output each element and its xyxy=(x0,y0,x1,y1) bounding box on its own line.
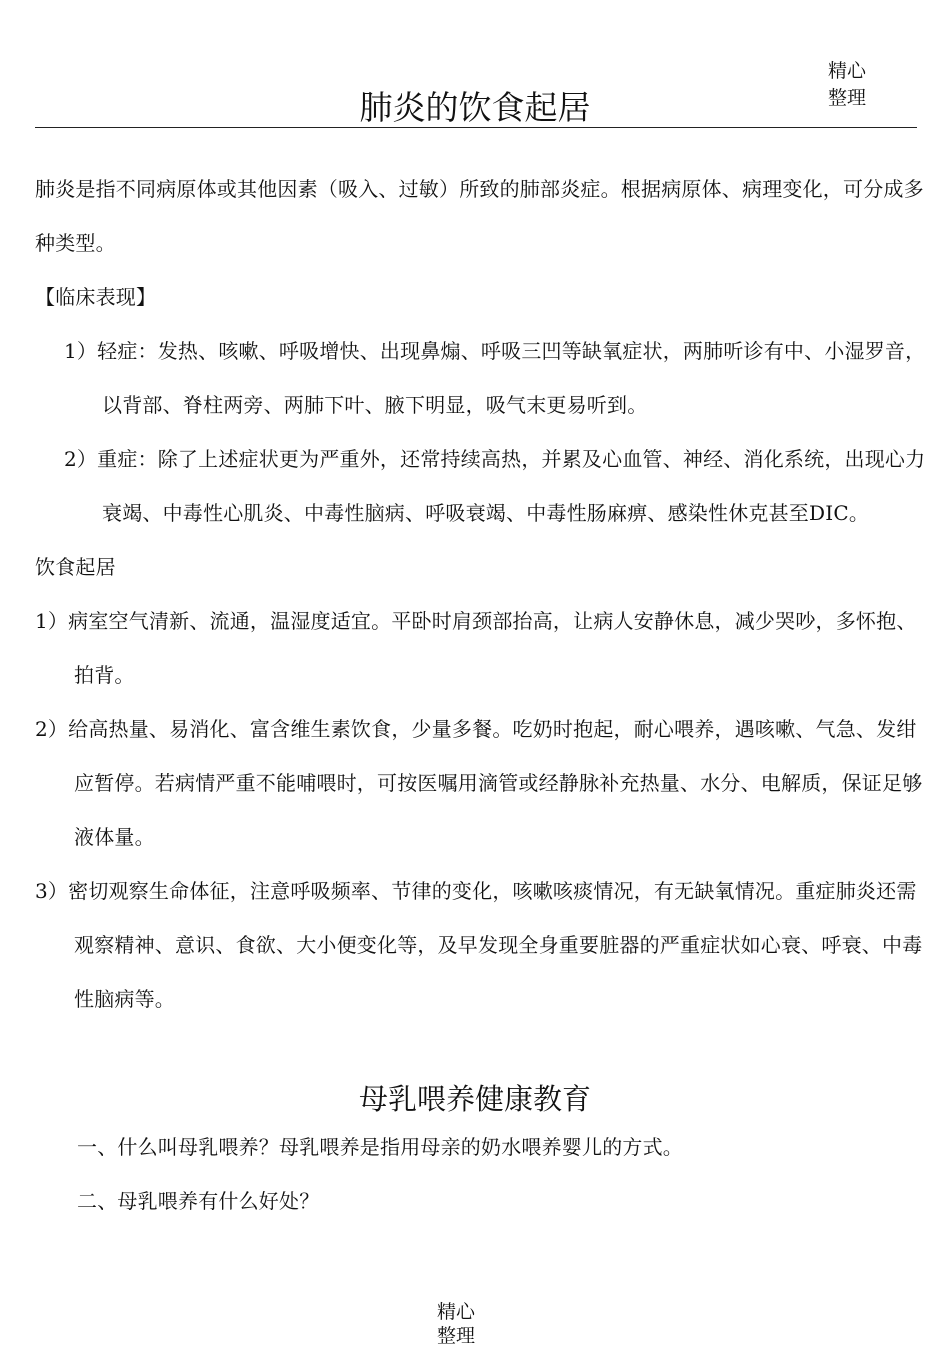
page-title: 肺炎的饮食起居 xyxy=(359,88,591,127)
diet-item: 1）病室空气清新、流通，温湿度适宜。平卧时肩颈部抬高，让病人安静休息，减少哭吵，多怀抱、拍背。 xyxy=(35,609,917,687)
footer-watermark-line1: 精心 xyxy=(437,1301,476,1323)
breastfeeding-line: 二、母乳喂养有什么好处？ xyxy=(77,1189,320,1213)
breastfeeding-section xyxy=(77,1120,937,1228)
footer-watermark-line2: 整理 xyxy=(437,1325,476,1347)
article-body xyxy=(35,162,935,1026)
clinical-heading: 【临床表现】 xyxy=(35,285,157,309)
breastfeeding-line: 一、什么叫母乳喂养？母乳喂养是指用母亲的奶水喂养婴儿的方式。 xyxy=(77,1135,683,1159)
title-divider xyxy=(35,127,917,128)
intro-paragraph: 肺炎是指不同病原体或其他因素（吸入、过敏）所致的肺部炎症。根据病原体、病理变化，可分成多种类型。 xyxy=(35,177,924,255)
section-title: 母乳喂养健康教育 xyxy=(358,1082,591,1116)
header-watermark-line2: 整理 xyxy=(828,87,867,109)
footer-watermark xyxy=(437,1300,497,1348)
header-watermark-line1: 精心 xyxy=(828,60,867,82)
diet-item: 2）给高热量、易消化、富含维生素饮食，少量多餐。吃奶时抱起，耐心喂养，遇咳嗽、气急、发绀应暂停。若病情严重不能哺喂时，可按医嘱用滴管或经静脉补充热量、水分、电解质，保证足够液体量。 xyxy=(35,717,923,849)
diet-item: 3）密切观察生命体征，注意呼吸频率、节律的变化，咳嗽咳痰情况，有无缺氧情况。重症肺炎还需观察精神、意识、食欲、大小便变化等，及早发现全身重要脏器的严重症状如心衰、呼衰、中毒性脑病等。 xyxy=(35,879,923,1011)
clinical-item: 1）轻症：发热、咳嗽、呼吸增快、出现鼻煽、呼吸三凹等缺氧症状，两肺听诊有中、小湿罗音，以背部、脊柱两旁、两肺下叶、腋下明显，吸气末更易听到。 xyxy=(64,339,926,417)
diet-heading: 饮食起居 xyxy=(35,555,116,579)
clinical-item: 2）重症：除了上述症状更为严重外，还常持续高热，并累及心血管、神经、消化系统，出现心力衰竭、中毒性心肌炎、中毒性脑病、呼吸衰竭、中毒性肠麻痹、感染性休克甚至DIC。 xyxy=(64,447,926,525)
